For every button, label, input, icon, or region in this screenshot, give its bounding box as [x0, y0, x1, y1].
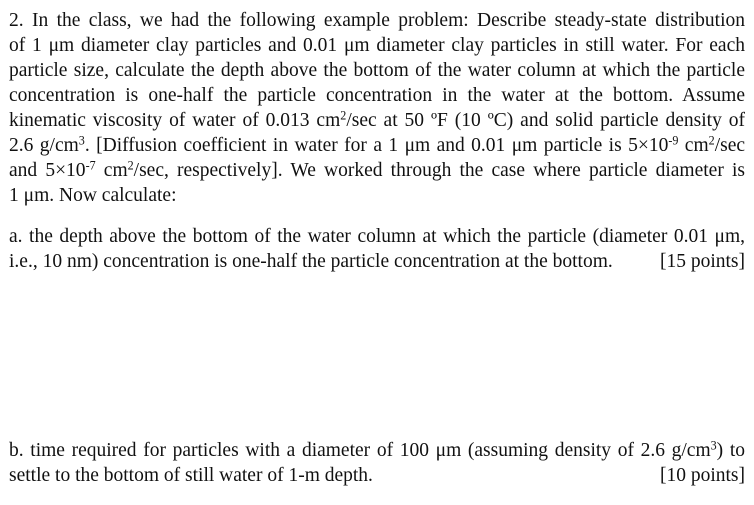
part-a-points: [15 points]	[659, 251, 745, 272]
part-b-line-2-row	[9, 463, 745, 488]
question-2-line-6-sup-3: 2	[708, 133, 715, 148]
question-2-line-7-text-c: /sec, respectively]. We worked through the case where particle diameter is	[133, 160, 745, 181]
question-2-line-6-text-b: . [Diffusion coefficient in water for a 1 μm and 0.01 μm particle is 5×10	[84, 135, 669, 156]
part-b-line-1-text-a: b. time required for particles with a diameter of 100 μm (assuming density of 2.6 g/cm	[9, 440, 711, 461]
question-2-line-6-text-a: 2.6 g/cm	[9, 135, 79, 156]
part-b-line-1-sup: 3	[710, 438, 717, 453]
question-2-line-5-text-a: kinematic viscosity of water of 0.013 cm	[9, 110, 341, 131]
question-2-line-5-sup: 2	[340, 108, 347, 123]
part-b-points: [10 points]	[659, 465, 745, 486]
question-2-line-4: concentration is one-half the particle concentration in the water at the bottom. Assume	[9, 85, 745, 106]
question-2-line-2: of 1 μm diameter clay particles and 0.01 μm diameter clay particles in still water. For each	[9, 35, 745, 56]
part-a-line-2: i.e., 10 nm) concentration is one-half the particle concentration at the bottom.	[9, 251, 613, 272]
question-2-line-6-sup-1: 3	[78, 133, 85, 148]
question-2-line-7	[9, 158, 745, 183]
question-2-line-6-sup-2: -9	[668, 133, 679, 148]
part-b-line-1	[9, 438, 745, 463]
question-2-line-5-text-b: /sec at 50 ºF (10 ºC) and solid particle density of	[346, 110, 745, 131]
part-b-line-2: settle to the bottom of still water of 1-m depth.	[9, 465, 373, 486]
question-2-line-6	[9, 133, 745, 158]
question-2-line-8: 1 μm. Now calculate:	[9, 185, 177, 206]
question-2-line-1: 2. In the class, we had the following example problem: Describe steady-state distribution	[9, 10, 745, 31]
question-2-line-3: particle size, calculate the depth above the bottom of the water column at which the particle	[9, 60, 745, 81]
part-a-line-1: a. the depth above the bottom of the water column at which the particle (diameter 0.01 μm,	[9, 226, 745, 247]
question-2-line-7-text-b: cm	[95, 160, 128, 181]
question-2-line-7-sup-2: 2	[127, 158, 134, 173]
question-2-line-7-text-a: and 5×10	[9, 160, 86, 181]
part-a-paragraph	[9, 224, 745, 274]
part-b-line-1-text-b: ) to	[716, 440, 745, 461]
question-2-line-5	[9, 108, 745, 133]
question-2-line-6-text-d: /sec	[714, 135, 746, 156]
part-b-paragraph	[9, 438, 745, 488]
question-2-line-7-sup-1: -7	[85, 158, 96, 173]
question-2-paragraph	[9, 8, 745, 208]
question-2-line-6-text-c: cm	[678, 135, 709, 156]
part-a-line-2-row	[9, 249, 745, 274]
